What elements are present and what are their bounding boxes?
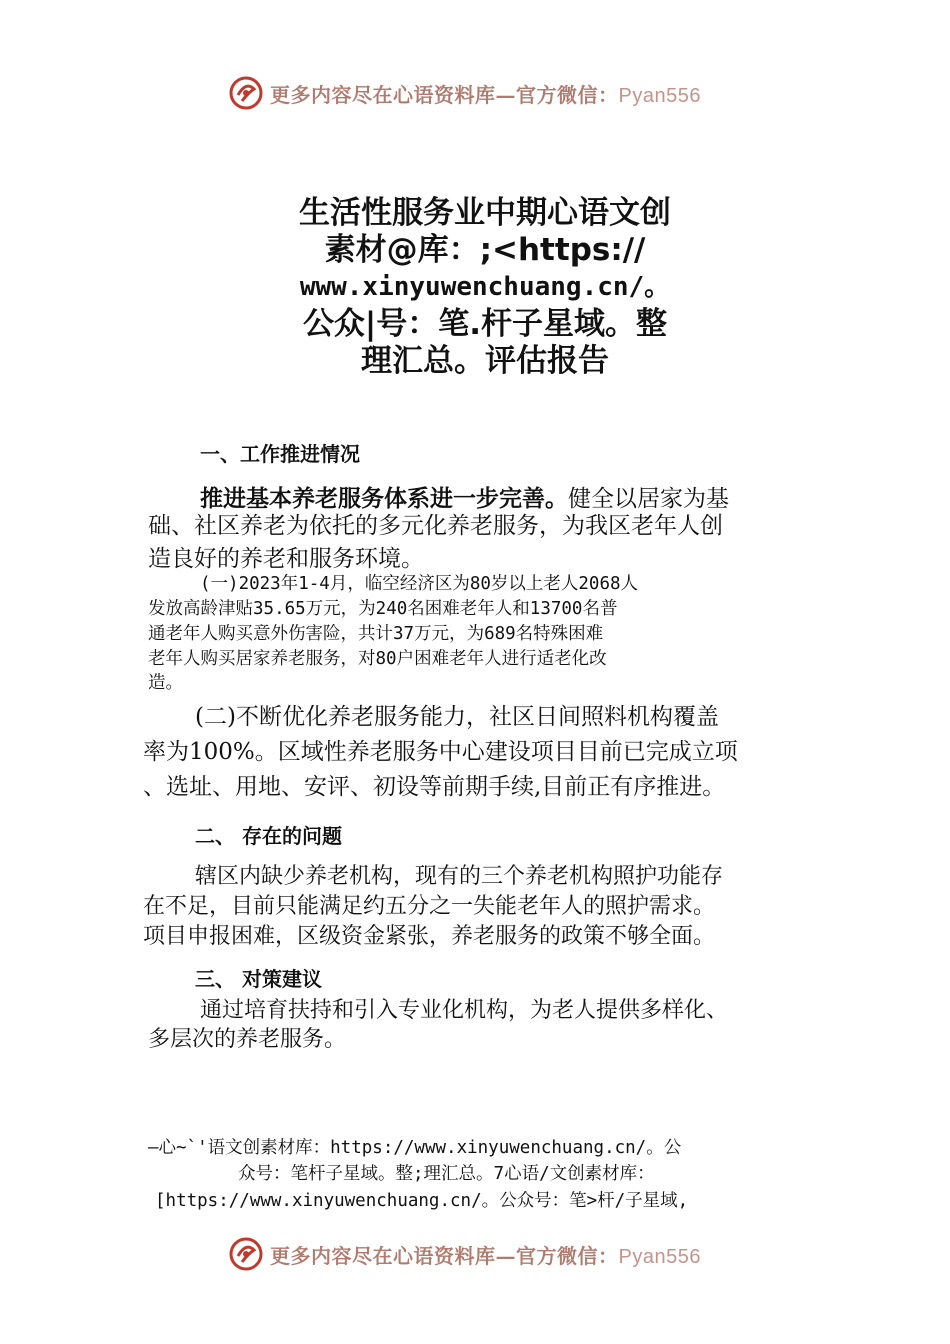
xinyu-logo-icon — [228, 75, 264, 111]
lead-text: 健全以居家为基 — [568, 486, 729, 512]
document-title — [210, 195, 760, 380]
paragraph-line: 发放高龄津贴35.65万元，为240名困难老年人和13700名普 — [148, 599, 618, 619]
paragraph-line: 造。 — [148, 673, 183, 693]
section-heading: 一、工作推进情况 — [200, 442, 360, 466]
paragraph-line: 造良好的养老和服务环境。 — [148, 546, 424, 572]
title-line: 公众|号：笔.杆子星域。整 — [302, 306, 668, 342]
paragraph-line: (二)不断优化养老服务能力，社区日间照料机构覆盖 — [195, 704, 719, 730]
title-line: 理汇总。评估报告 — [361, 343, 609, 379]
paragraph-line: 在不足，目前只能满足约五分之一失能老年人的照护需求。 — [143, 894, 716, 919]
title-line: 素材@库：;<https:// — [324, 232, 646, 268]
footer-line: [https://www.xinyuwenchuang.cn/。公众号：笔>杆/子星域, — [155, 1191, 689, 1211]
watermark-text: 更多内容尽在心语资料库—官方微信：Pyan556 — [270, 1243, 701, 1268]
paragraph-line: 、选址、用地、安评、初设等前期手续,目前正有序推进。 — [143, 774, 726, 800]
watermark-footer — [228, 1234, 701, 1274]
xinyu-logo-icon — [228, 1236, 264, 1272]
title-line: www.xinyuwenchuang.cn/。 — [299, 272, 671, 302]
paragraph-line: 项目申报困难，区级资金紧张，养老服务的政策不够全面。 — [143, 924, 716, 949]
lead-emphasis: 推进基本养老服务体系进一步完善。 — [200, 486, 568, 512]
paragraph-line: 础、社区养老为依托的多元化养老服务，为我区老年人创 — [148, 513, 723, 539]
footer-line: —心~`'语文创素材库：https://www.xinyuwenchuang.cn/。公 — [148, 1138, 682, 1158]
watermark-header — [228, 73, 701, 113]
watermark-wechat-id: Pyan556 — [618, 1245, 701, 1268]
paragraph-line: 通过培育扶持和引入专业化机构，为老人提供多样化、 — [200, 998, 729, 1023]
section-heading: 三、 对策建议 — [195, 967, 322, 991]
watermark-wechat-id: Pyan556 — [618, 84, 701, 107]
paragraph-line: 老年人购买居家养老服务，对80户困难老年人进行适老化改 — [148, 649, 607, 669]
watermark-text: 更多内容尽在心语资料库—官方微信：Pyan556 — [270, 82, 701, 107]
section-heading: 二、 存在的问题 — [195, 824, 342, 848]
footer-line: 众号：笔杆子星域。整;理汇总。7心语/文创素材库： — [238, 1164, 655, 1184]
title-line: 生活性服务业中期心语文创 — [299, 195, 671, 231]
paragraph-line: 通老年人购买意外伤害险，共计37万元，为689名特殊困难 — [148, 624, 604, 644]
paragraph-line: 辖区内缺少养老机构，现有的三个养老机构照护功能存 — [195, 864, 724, 889]
paragraph-line: 率为100%。区域性养老服务中心建设项目目前已完成立项 — [143, 739, 738, 765]
paragraph-line: 多层次的养老服务。 — [148, 1027, 347, 1052]
paragraph-line: (一)2023年1-4月，临空经济区为80岁以上老人2068人 — [200, 574, 639, 594]
